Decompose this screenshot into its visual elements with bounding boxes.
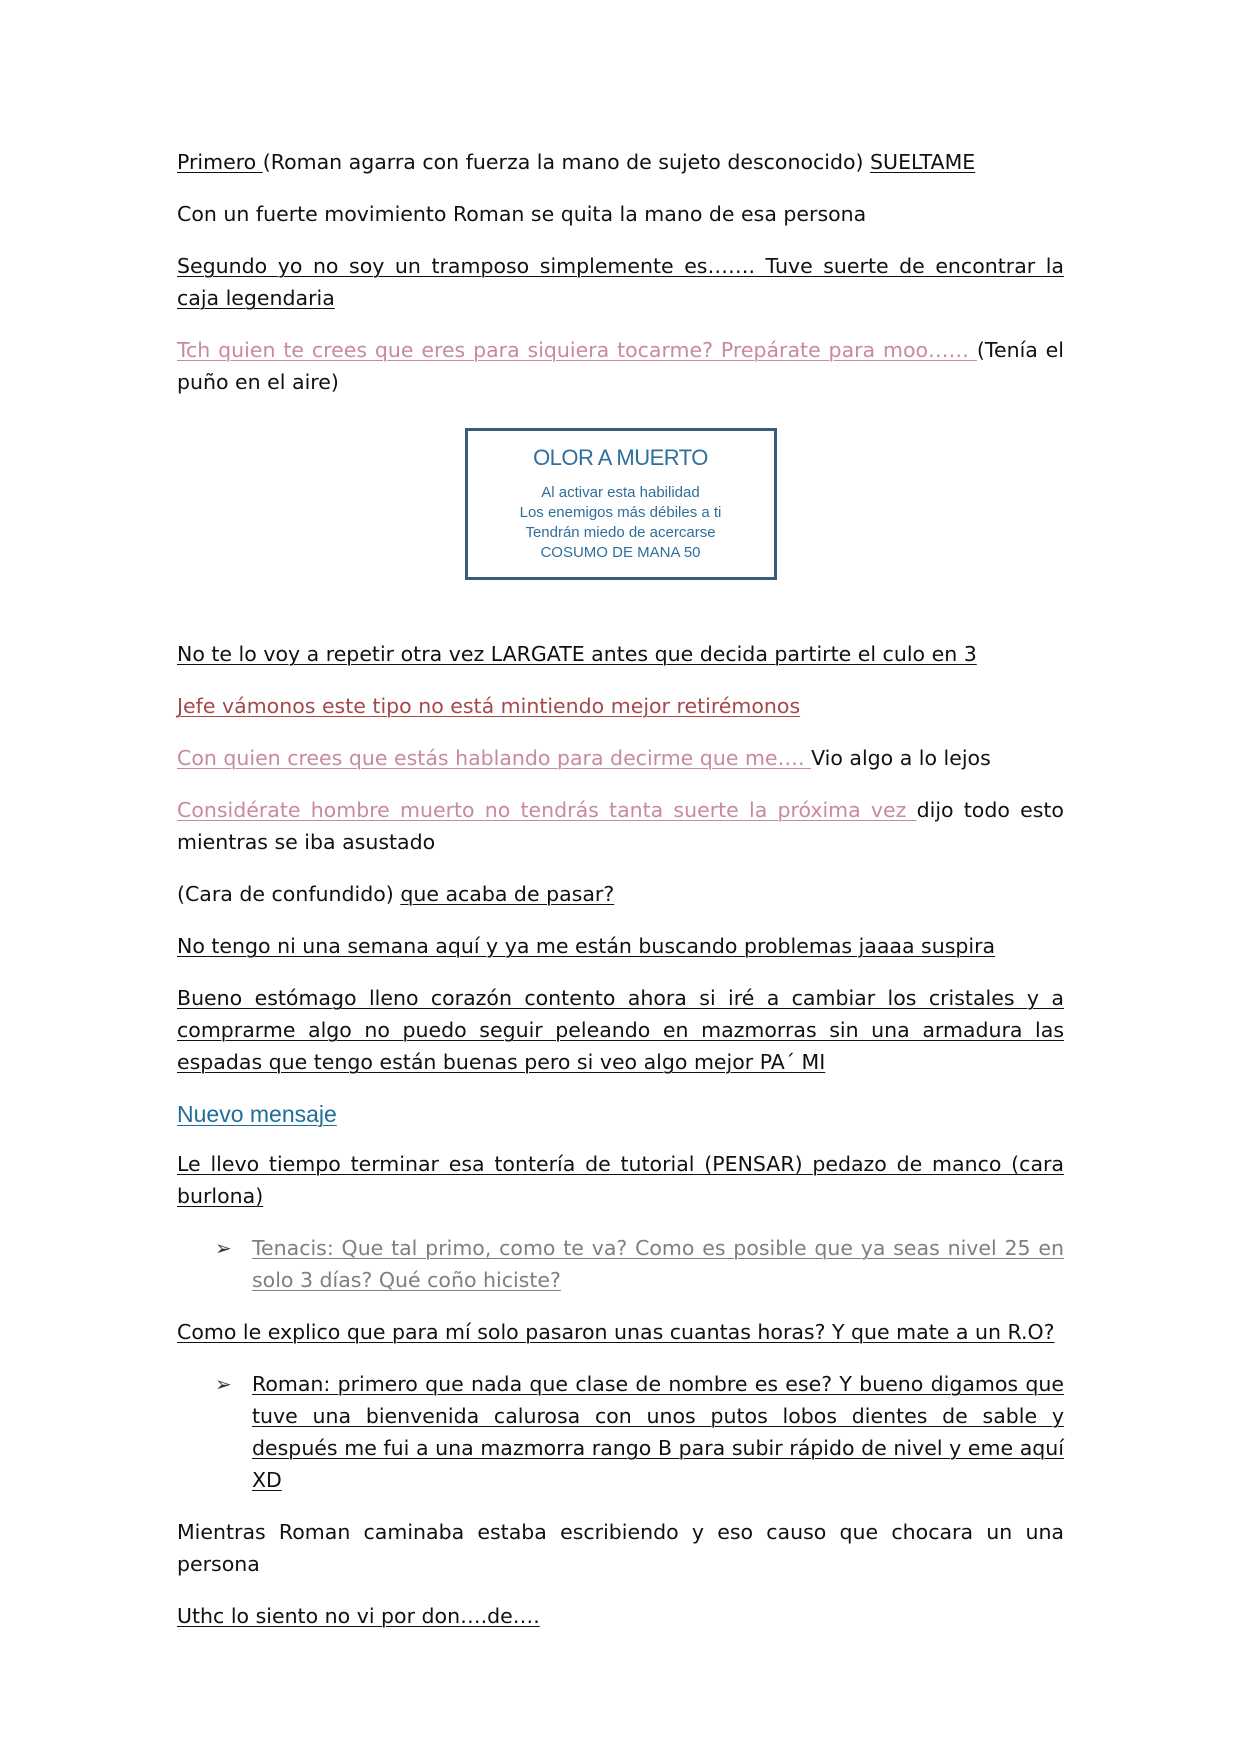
paragraph-2 (177, 198, 1064, 230)
text-dialogue: No te lo voy a repetir otra vez LARGATE antes que decida partirte el culo en 3 (177, 642, 977, 666)
text-narration: dijo todo esto mientras se iba asustado (177, 798, 1064, 854)
skill-box-wrapper (177, 428, 1064, 580)
paragraph-10 (177, 930, 1064, 962)
text-sueltame: SUELTAME (870, 150, 976, 174)
text-narration: Vio algo a lo lejos (811, 746, 991, 770)
paragraph-8 (177, 794, 1064, 858)
skill-mana-cost: COSUMO DE MANA 50 (540, 544, 701, 561)
text-dialogue-red: Jefe vámonos este tipo no está mintiendo mejor retirémonos (177, 694, 801, 718)
text-dialogue: Uthc lo siento no vi por don….de…. (177, 1604, 540, 1628)
paragraph-12 (177, 1148, 1064, 1212)
heading-text: Nuevo mensaje (177, 1101, 337, 1127)
text-dialogue-pink: Considérate hombre muerto no tendrás tanta suerte la próxima vez (177, 798, 917, 822)
text-dialogue: No tengo ni una semana aquí y ya me están buscando problemas jaaaa suspira (177, 934, 996, 958)
text-dialogue-pink: Tch quien te crees que eres para siquiera tocarme? Prepárate para moo…… (177, 338, 977, 362)
paragraph-3 (177, 250, 1064, 314)
paragraph-13 (177, 1316, 1064, 1348)
paragraph-15 (177, 1600, 1064, 1632)
paragraph-11 (177, 982, 1064, 1078)
text-dialogue-pink: Con quien crees que estás hablando para decirme que me…. (177, 746, 812, 770)
message-text: Roman: primero que nada que clase de nombre es ese? Y bueno digamos que tuve una bienvenida calurosa con unos putos lobos dientes de sable y después me fui a una mazmorra rango B para subir rápido de nivel y eme aquí XD (252, 1372, 1064, 1492)
skill-box (465, 428, 777, 580)
text-narration: Mientras Roman caminaba estaba escribiendo y eso causo que chocara un una persona (177, 1520, 1064, 1576)
paragraph-5 (177, 638, 1064, 670)
paragraph-14 (177, 1516, 1064, 1580)
text-primero: Primero (177, 150, 263, 174)
text-narration: (Tenía el puño en el aire) (177, 338, 1064, 394)
paragraph-1 (177, 146, 1064, 178)
skill-title: OLOR A MUERTO (533, 445, 708, 470)
section-heading (177, 1098, 1064, 1130)
message-text: Tenacis: Que tal primo, como te va? Como es posible que ya seas nivel 25 en solo 3 días? Qué coño hiciste? (252, 1236, 1064, 1292)
text-dialogue: Bueno estómago lleno corazón contento ahora si iré a cambiar los cristales y a comprarme algo no puedo seguir peleando en mazmorras sin una armadura las espadas que tengo están buenas pero si veo algo mejor PA´ MI (177, 986, 1064, 1074)
arrow-bullet-icon: ➢ (215, 1236, 232, 1260)
text-dialogue: que acaba de pasar? (400, 882, 615, 906)
arrow-bullet-icon: ➢ (215, 1372, 232, 1396)
paragraph-4 (177, 334, 1064, 398)
text-narration: (Cara de confundido) (177, 882, 401, 906)
text-action: (Roman agarra con fuerza la mano de sujeto desconocido) (262, 150, 871, 174)
skill-description-line: Los enemigos más débiles a ti (519, 504, 722, 521)
text-dialogue: Le llevo tiempo terminar esa tontería de tutorial (PENSAR) pedazo de manco (cara burlona) (177, 1152, 1064, 1208)
text-dialogue: Segundo yo no soy un tramposo simplemente es……. Tuve suerte de encontrar la caja legendaria (177, 254, 1064, 310)
text-narration: Con un fuerte movimiento Roman se quita la mano de esa persona (177, 202, 867, 226)
message-bullet (177, 1232, 1064, 1296)
document-body (177, 146, 1064, 1652)
paragraph-6 (177, 690, 1064, 722)
skill-description-line: Tendrán miedo de acercarse (525, 524, 716, 541)
paragraph-7 (177, 742, 1064, 774)
text-dialogue: Como le explico que para mí solo pasaron unas cuantas horas? Y que mate a un R.O? (177, 1320, 1055, 1344)
message-bullet (177, 1368, 1064, 1496)
paragraph-9 (177, 878, 1064, 910)
skill-description-line: Al activar esta habilidad (541, 484, 700, 501)
